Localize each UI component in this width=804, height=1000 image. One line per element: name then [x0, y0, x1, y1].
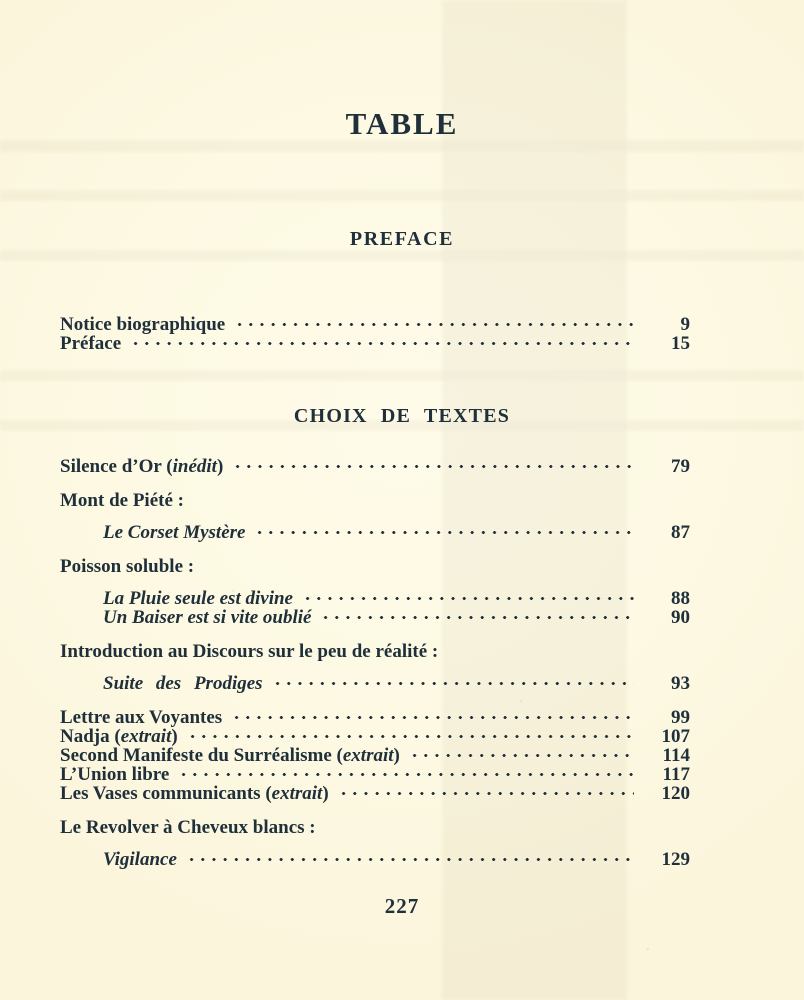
dot-leader: [193, 487, 634, 506]
toc-entry-label: [103, 523, 254, 542]
toc-group-label: Mont de Piété :: [60, 490, 184, 511]
preface-entry-list: [60, 311, 690, 354]
toc-entry-label: [103, 674, 272, 693]
dot-leader: [302, 585, 634, 604]
toc-entry-les-vases-communicants[interactable]: [60, 780, 690, 804]
dot-leader: [447, 638, 634, 657]
toc-entry-silence-dor[interactable]: [60, 453, 690, 477]
toc-entry-label-text: Second Manifeste du Surréalisme (: [60, 745, 343, 766]
toc-entry-page: 114: [662, 745, 690, 766]
toc-entry-label-tail: ): [322, 783, 329, 804]
toc-entry-label-italic: extrait: [120, 726, 172, 747]
toc-entry-second-manifeste-du-surrealisme[interactable]: [60, 742, 690, 766]
toc-entry-page: 129: [661, 849, 690, 870]
dot-leader: [320, 604, 634, 623]
toc-group-heading-poisson-soluble: [60, 553, 690, 577]
toc-entry-label-italic: Suite des Prodiges: [103, 673, 263, 694]
toc-entry-label-italic: La Pluie seule est divine: [103, 588, 293, 609]
toc-entry-page: 79: [671, 456, 690, 477]
dot-leader: [338, 780, 634, 799]
toc-entry-preface[interactable]: [60, 330, 690, 354]
page-folio-number: 227: [384, 894, 420, 918]
dot-leader: [130, 330, 634, 349]
toc-entry-label: Notice biographique: [60, 314, 226, 335]
toc-entry-label-tail: ): [171, 726, 178, 747]
page-title: TABLE: [345, 106, 459, 141]
toc-entry-label-italic: Un Baiser est si vite oublié: [103, 607, 312, 628]
toc-entry-nadja[interactable]: [60, 723, 690, 747]
dot-leader: [186, 846, 634, 865]
toc-entry-page: 15: [671, 333, 690, 354]
dot-leader: [178, 761, 634, 780]
toc-entry-page: 90: [671, 607, 690, 628]
toc-entry-page: 120: [661, 783, 690, 804]
toc-entry-label-tail: ): [216, 456, 224, 477]
toc-group-heading-mont-de-piete: [60, 487, 690, 511]
toc-entry-page: 88: [671, 588, 690, 609]
toc-entry-suite-des-prodiges[interactable]: [60, 670, 690, 694]
toc-entry-un-baiser-est-si-vite-oublie[interactable]: [60, 604, 690, 628]
toc-entry-label-text: Les Vases communicants (: [60, 783, 272, 804]
toc-entry-label: [60, 784, 338, 803]
toc-entry-vigilance[interactable]: [60, 846, 690, 870]
toc-entry-label: [60, 727, 187, 746]
dot-leader: [234, 311, 634, 330]
toc-entry-label-text: Nadja (: [60, 726, 121, 747]
toc-entry-label-text: Silence d’Or (: [60, 456, 173, 477]
toc-entry-page: 87: [671, 522, 690, 543]
section-heading-choix-de-textes: CHOIX DE TEXTES: [293, 405, 511, 427]
toc-entry-lettre-aux-voyantes[interactable]: [60, 704, 690, 728]
toc-entry-le-corset-mystere[interactable]: [60, 519, 690, 543]
dot-leader: [272, 670, 634, 689]
toc-group-heading-le-revolver-a-cheveux-blancs: [60, 814, 690, 838]
toc-entry-label-italic: inédit: [172, 456, 217, 477]
toc-entry-page: 93: [671, 673, 690, 694]
toc-entry-page: 107: [661, 726, 690, 747]
toc-entry-label: Préface: [60, 333, 122, 354]
dot-leader: [325, 814, 634, 833]
toc-group-label: Poisson soluble :: [60, 556, 195, 577]
dot-leader: [254, 519, 634, 538]
toc-entry-page: 9: [680, 314, 690, 335]
dot-leader: [409, 742, 634, 761]
dot-leader: [203, 553, 634, 572]
toc-group-label: Le Revolver à Cheveux blancs :: [60, 817, 316, 838]
toc-entry-page: 99: [671, 707, 690, 728]
toc-entry-label: L’Union libre: [60, 764, 170, 785]
toc-entry-label-italic: extrait: [271, 783, 323, 804]
dot-leader: [187, 723, 634, 742]
toc-entry-label-italic: Vigilance: [103, 849, 177, 870]
toc-entry-label-tail: ): [393, 745, 400, 766]
toc-entry-page: 117: [662, 764, 690, 785]
section-heading-preface: PREFACE: [349, 228, 455, 250]
toc-entry-label-italic: extrait: [342, 745, 394, 766]
toc-entry-label: [60, 457, 232, 476]
toc-entry-label: Lettre aux Voyantes: [60, 707, 223, 728]
dot-leader: [232, 453, 634, 472]
toc-entry-label: [103, 589, 302, 608]
dot-leader: [231, 704, 634, 723]
toc-entry-la-pluie-seule-est-divine[interactable]: [60, 585, 690, 609]
toc-entry-lunion-libre[interactable]: [60, 761, 690, 785]
toc-entry-label-italic: Le Corset Mystère: [103, 522, 246, 543]
toc-entry-label: [103, 850, 186, 869]
toc-group-label: Introduction au Discours sur le peu de réalité :: [60, 641, 439, 662]
toc-entry-notice-biographique[interactable]: [60, 311, 690, 335]
choix-de-textes-entry-list: [60, 453, 690, 870]
toc-group-heading-introduction-au-discours: [60, 638, 690, 662]
toc-entry-label: [103, 608, 320, 627]
